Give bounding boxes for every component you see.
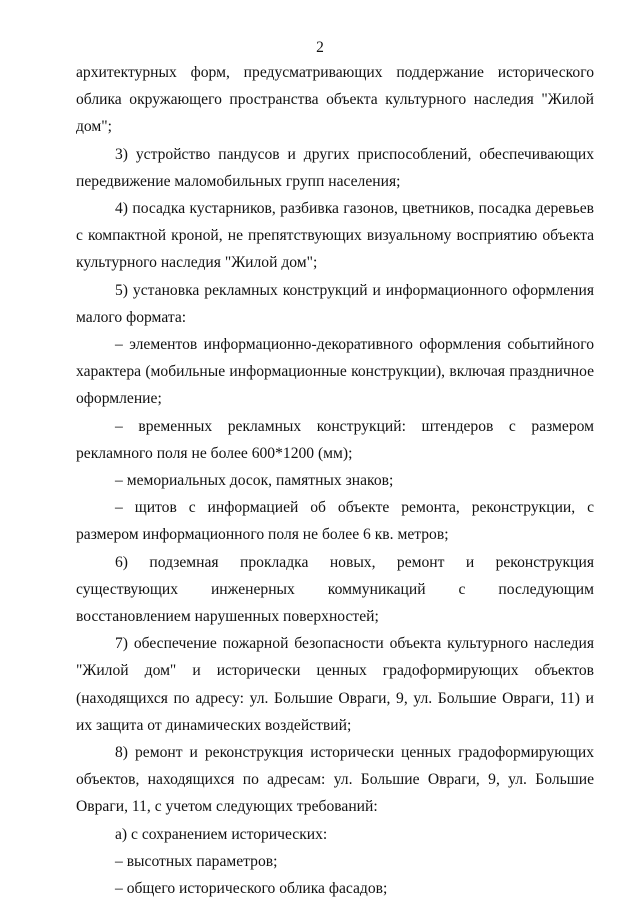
- paragraph-item-8: 8) ремонт и реконструкция исторически ценных градоформирующих объектов, находящихся по адресам: ул. Большие Овраги, 9, ул. Большие Овраги, 11, с учетом следующих требований:: [76, 744, 594, 816]
- page-number: 2: [316, 39, 324, 56]
- paragraph-item-4: 4) посадка кустарников, разбивка газонов, цветников, посадка деревьев с компактной кроной, не препятствующих визуальному восприятию объекта культурного наследия "Жилой дом";: [76, 200, 594, 272]
- paragraph-subitem-a: а) с сохранением исторических:: [115, 825, 328, 843]
- paragraph-subitem: – щитов с информацией об объекте ремонта, реконструкции, с размером информационного поля не более 6 кв. метров;: [76, 499, 594, 544]
- paragraph-item-6: 6) подземная прокладка новых, ремонт и реконструкция существующих инженерных коммуникаций с последующим восстановлением нарушенных поверхностей;: [76, 553, 594, 626]
- paragraph-item-5: 5) установка рекламных конструкций и информационного оформления малого формата:: [76, 281, 594, 326]
- paragraph-item-3: 3) устройство пандусов и других приспособлений, обеспечивающих передвижение маломобильных групп населения;: [76, 145, 594, 190]
- paragraph-subitem: – общего исторического облика фасадов;: [115, 880, 388, 898]
- paragraph-subitem: – мемориальных досок, памятных знаков;: [115, 472, 394, 490]
- paragraph-subitem: – временных рекламных конструкций: штендеров с размером рекламного поля не более 600*1200 (мм);: [76, 417, 594, 462]
- paragraph-subitem: – высотных параметров;: [115, 852, 278, 870]
- paragraph-continuation: архитектурных форм, предусматривающих поддержание исторического облика окружающего пространства объекта культурного наследия "Жилой дом";: [76, 64, 594, 136]
- document-body: [76, 59, 594, 902]
- paragraph-subitem: – элементов информационно-декоративного оформления событийного характера (мобильные информационные конструкции), включая праздничное оформление;: [76, 336, 594, 408]
- paragraph-item-7: 7) обеспечение пожарной безопасности объекта культурного наследия "Жилой дом" и исторически ценных градоформирующих объектов (находящихся по адресу: ул. Большие Овраги, 9, ул. Большие Овраги, 11) и их защита от динамических воздействий;: [76, 635, 594, 734]
